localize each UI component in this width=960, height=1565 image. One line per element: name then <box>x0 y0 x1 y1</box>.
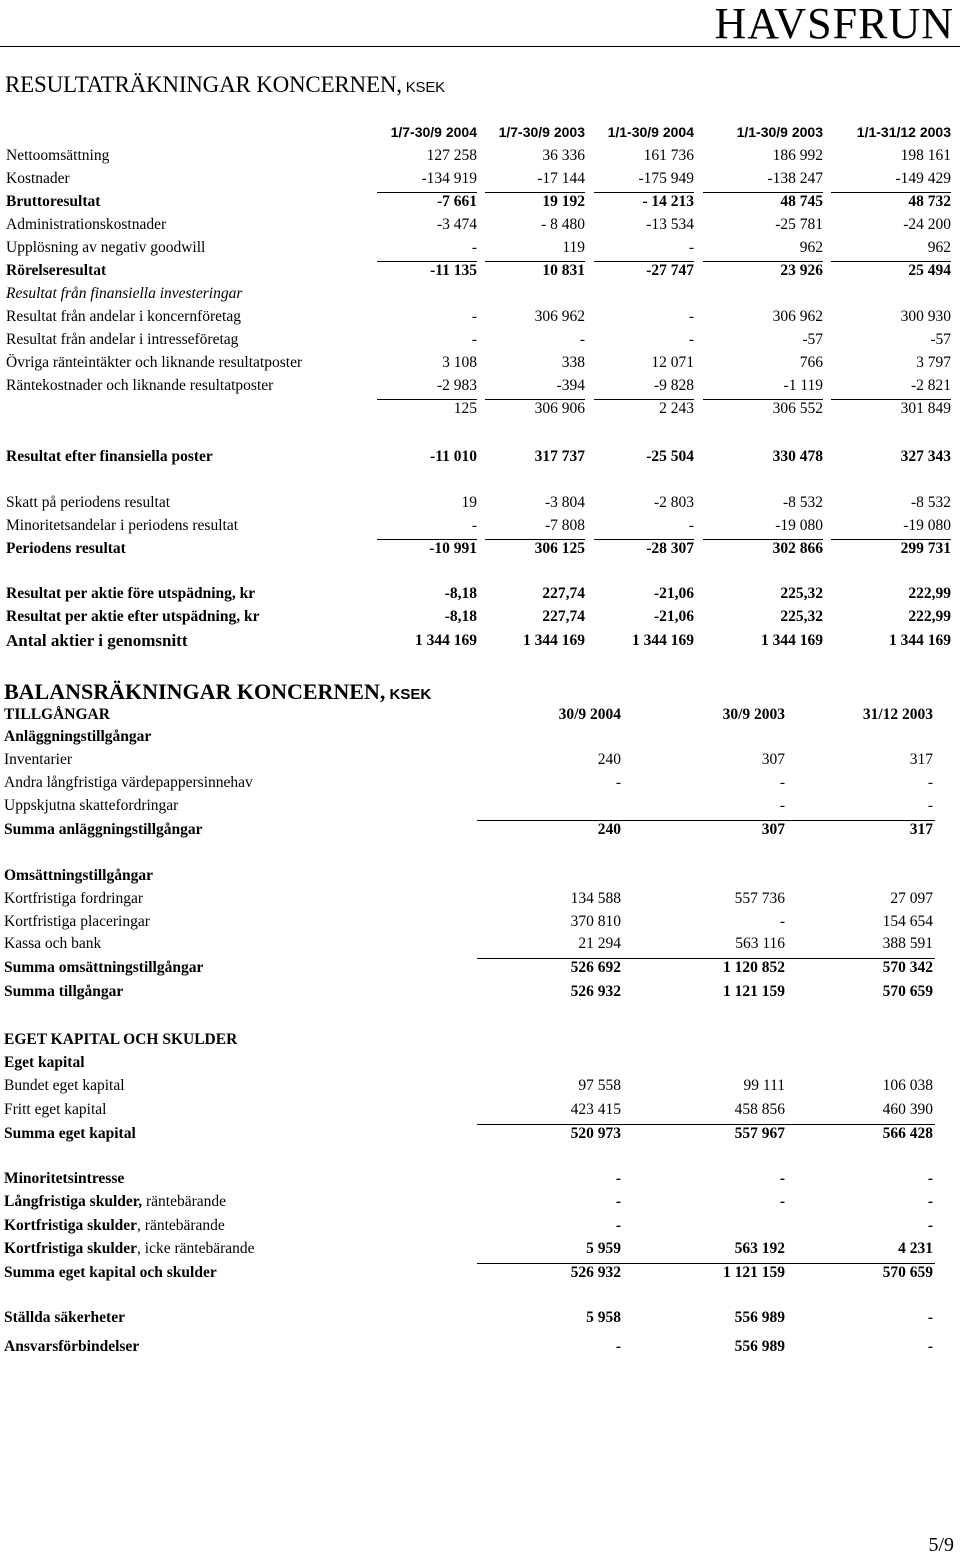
balance-row <box>0 1029 960 1051</box>
row-label: Administrationskostnader <box>6 216 167 233</box>
row-label <box>4 1336 139 1358</box>
total-rule <box>477 958 935 959</box>
row-label <box>4 981 123 1003</box>
income-row <box>0 398 960 420</box>
total-rule <box>485 399 585 400</box>
balance-row <box>0 749 960 771</box>
row-value: - <box>927 1217 933 1234</box>
company-logo: HAVSFRUN <box>714 0 954 48</box>
balance-row <box>0 795 960 817</box>
balance-row <box>0 1191 960 1213</box>
row-value: 306 962 <box>772 308 823 325</box>
row-value: 36 336 <box>542 147 585 164</box>
row-value: 5 958 <box>586 1309 621 1326</box>
row-value: 423 415 <box>570 1101 621 1118</box>
total-rule <box>594 399 694 400</box>
row-value: 302 866 <box>772 540 823 557</box>
row-value: 556 989 <box>734 1338 785 1355</box>
page-number: 5/9 <box>928 1534 954 1556</box>
row-value: 306 962 <box>534 308 585 325</box>
row-value: - <box>688 517 694 534</box>
row-value: 19 192 <box>542 193 585 210</box>
row-label: Kostnader <box>6 170 70 187</box>
row-value: 962 <box>799 239 823 256</box>
row-value: 106 038 <box>882 1077 933 1094</box>
row-value: - <box>688 308 694 325</box>
period-header-5: 1/1-31/12 2003 <box>856 124 951 140</box>
total-rule <box>485 539 585 540</box>
row-value: 161 736 <box>643 147 694 164</box>
income-row <box>0 191 960 213</box>
income-row <box>0 538 960 560</box>
row-value: - <box>927 1170 933 1187</box>
total-rule <box>377 261 477 262</box>
row-label <box>4 1191 226 1213</box>
row-value: -2 821 <box>910 377 951 394</box>
row-value: -13 534 <box>646 216 694 233</box>
row-label: Övriga ränteintäkter och liknande resultatposter <box>6 354 303 371</box>
row-value: 240 <box>597 821 621 838</box>
income-row <box>0 583 960 605</box>
row-value: 10 831 <box>542 262 585 279</box>
row-label <box>4 933 101 955</box>
row-label: Räntekostnader och liknande resultatposter <box>6 377 274 394</box>
balance-row <box>0 1168 960 1190</box>
row-value: - <box>927 1193 933 1210</box>
row-label <box>4 1052 85 1074</box>
row-value: -1 119 <box>783 377 823 394</box>
row-value: - <box>779 913 785 930</box>
row-value: 563 192 <box>734 1240 785 1257</box>
balance-sheet-title <box>4 679 431 705</box>
row-label-text: Summa tillgångar <box>4 983 124 1000</box>
row-label: Resultat från andelar i intresseföretag <box>6 331 239 348</box>
row-value: -10 991 <box>429 540 477 557</box>
row-value: 317 737 <box>534 448 585 465</box>
row-value: 1 120 852 <box>723 959 785 976</box>
row-value: -134 919 <box>421 170 477 187</box>
row-label-text: Summa omsättningstillgångar <box>4 959 204 976</box>
row-label <box>4 1168 124 1190</box>
balance-unit: KSEK <box>385 686 432 703</box>
row-value: 27 097 <box>890 890 933 907</box>
row-label <box>4 704 110 726</box>
row-value: 458 856 <box>734 1101 785 1118</box>
income-row <box>0 306 960 328</box>
row-value: -21,06 <box>653 585 694 602</box>
total-rule <box>377 539 477 540</box>
balance-row <box>0 1075 960 1097</box>
balance-row <box>0 1336 960 1358</box>
row-value: 557 736 <box>734 890 785 907</box>
row-value: -138 247 <box>767 170 823 187</box>
row-value: 12 071 <box>651 354 694 371</box>
row-value: - <box>615 1338 621 1355</box>
row-value: 30/9 2004 <box>558 706 621 723</box>
row-label <box>4 865 153 887</box>
row-value: - <box>927 774 933 791</box>
row-value: 2 243 <box>659 400 694 417</box>
row-value: -3 804 <box>544 494 585 511</box>
row-value: -7 661 <box>436 193 477 210</box>
income-row <box>0 515 960 537</box>
income-row <box>0 329 960 351</box>
row-value: 134 588 <box>570 890 621 907</box>
row-label-text: Långfristiga skulder, <box>4 1193 143 1210</box>
header-rule <box>0 46 960 47</box>
row-label <box>4 1215 225 1237</box>
balance-row <box>0 1262 960 1284</box>
row-value: - <box>615 1217 621 1234</box>
row-label-text: Anläggningstillgångar <box>4 728 152 745</box>
row-value: 327 343 <box>900 448 951 465</box>
row-value: 1 344 169 <box>632 632 694 649</box>
balance-row <box>0 1052 960 1074</box>
row-value: - 14 213 <box>642 193 694 210</box>
income-unit: KSEK <box>401 79 445 96</box>
row-value: - <box>471 331 477 348</box>
total-rule <box>703 192 823 193</box>
row-value: 563 116 <box>735 935 785 952</box>
row-label-text: Omsättningstillgångar <box>4 867 153 884</box>
row-label-suffix: , icke räntebärande <box>137 1240 255 1257</box>
balance-row <box>0 704 960 726</box>
row-value: - 8 480 <box>541 216 585 233</box>
row-value: 227,74 <box>542 608 585 625</box>
total-rule <box>703 399 823 400</box>
row-value: 317 <box>909 821 933 838</box>
income-row <box>0 260 960 282</box>
row-value: -24 200 <box>903 216 951 233</box>
row-value: 48 745 <box>780 193 823 210</box>
row-value: 225,32 <box>780 585 823 602</box>
row-label <box>4 749 72 771</box>
row-value: -11 135 <box>430 262 477 279</box>
row-value: - <box>579 331 585 348</box>
row-value: 3 797 <box>916 354 951 371</box>
row-value: -149 429 <box>895 170 951 187</box>
row-value: -25 504 <box>646 448 694 465</box>
row-value: -8 532 <box>782 494 823 511</box>
row-label <box>4 726 151 748</box>
row-label-text: Ställda säkerheter <box>4 1309 125 1326</box>
row-label-text: EGET KAPITAL OCH SKULDER <box>4 1031 238 1048</box>
row-value: 97 558 <box>578 1077 621 1094</box>
row-value: 556 989 <box>734 1309 785 1326</box>
row-value: 557 967 <box>734 1125 785 1142</box>
row-value: 127 258 <box>426 147 477 164</box>
row-value: 240 <box>597 751 621 768</box>
row-label: Minoritetsandelar i periodens resultat <box>6 517 239 534</box>
row-value: 1 121 159 <box>723 983 785 1000</box>
income-row <box>0 446 960 468</box>
balance-row <box>0 865 960 887</box>
row-value: -8 532 <box>910 494 951 511</box>
income-row <box>0 630 960 652</box>
row-label <box>4 1075 125 1097</box>
row-value: 30/9 2003 <box>722 706 785 723</box>
row-value: 460 390 <box>882 1101 933 1118</box>
row-value: - <box>779 1193 785 1210</box>
total-rule <box>594 192 694 193</box>
row-label <box>4 911 150 933</box>
row-label: Resultat från finansiella investeringar <box>6 285 243 302</box>
balance-row <box>0 933 960 955</box>
row-value: 5 959 <box>586 1240 621 1257</box>
row-value: -7 808 <box>544 517 585 534</box>
row-value: 566 428 <box>882 1125 933 1142</box>
row-label <box>4 1029 237 1051</box>
row-value: 19 <box>461 494 477 511</box>
total-rule <box>831 539 951 540</box>
row-value: -175 949 <box>638 170 694 187</box>
row-value: 388 591 <box>882 935 933 952</box>
row-value: 227,74 <box>542 585 585 602</box>
row-value: 225,32 <box>780 608 823 625</box>
row-label <box>4 1262 217 1284</box>
row-value: 31/12 2003 <box>862 706 933 723</box>
total-rule <box>485 261 585 262</box>
income-row <box>0 352 960 374</box>
row-value: 154 654 <box>882 913 933 930</box>
balance-row <box>0 1307 960 1329</box>
row-value: 317 <box>909 751 933 768</box>
row-value: 1 344 169 <box>415 632 477 649</box>
balance-row <box>0 1099 960 1121</box>
total-rule <box>477 820 935 821</box>
row-label-text: Kortfristiga placeringar <box>4 913 150 930</box>
total-rule <box>485 192 585 193</box>
row-value: 25 494 <box>908 262 951 279</box>
total-rule <box>831 399 951 400</box>
income-row <box>0 606 960 628</box>
row-value: -9 828 <box>653 377 694 394</box>
balance-title-text: BALANSRÄKNINGAR KONCERNEN, <box>4 679 386 704</box>
income-statement-title <box>5 72 445 98</box>
row-value: - <box>779 774 785 791</box>
row-value: - <box>615 774 621 791</box>
row-value: -2 983 <box>436 377 477 394</box>
balance-row <box>0 726 960 748</box>
balance-row <box>0 819 960 841</box>
total-rule <box>377 192 477 193</box>
income-row <box>0 492 960 514</box>
row-value: - <box>688 239 694 256</box>
income-title-text: RESULTATRÄKNINGAR KONCERNEN, <box>5 72 402 97</box>
row-label-suffix: , räntebärande <box>137 1217 225 1234</box>
row-value: 21 294 <box>578 935 621 952</box>
row-value: 307 <box>761 821 785 838</box>
row-value: - <box>688 331 694 348</box>
row-label-text: Minoritetsintresse <box>4 1170 125 1187</box>
row-value: - <box>779 797 785 814</box>
period-header-3: 1/1-30/9 2004 <box>607 124 694 140</box>
balance-row <box>0 888 960 910</box>
row-value: 306 906 <box>534 400 585 417</box>
row-value: 570 659 <box>882 983 933 1000</box>
row-value: 1 344 169 <box>761 632 823 649</box>
row-label-suffix: räntebärande <box>142 1193 226 1210</box>
total-rule <box>377 399 477 400</box>
income-row <box>0 145 960 167</box>
row-value: 299 731 <box>900 540 951 557</box>
row-label-text: Andra långfristiga värdepappersinnehav <box>4 774 253 791</box>
row-value: 526 692 <box>570 959 621 976</box>
income-row <box>0 237 960 259</box>
row-value: -19 080 <box>775 517 823 534</box>
balance-row <box>0 981 960 1003</box>
row-label-text: Kassa och bank <box>4 935 102 952</box>
row-value: - <box>471 308 477 325</box>
row-value: 526 932 <box>570 983 621 1000</box>
row-value: -2 803 <box>653 494 694 511</box>
row-value: -21,06 <box>653 608 694 625</box>
row-value: 99 111 <box>743 1077 785 1094</box>
total-rule <box>703 261 823 262</box>
row-label-text: Fritt eget kapital <box>4 1101 107 1118</box>
row-label <box>4 1307 125 1329</box>
row-value: 338 <box>561 354 585 371</box>
row-value: 520 973 <box>570 1125 621 1142</box>
income-row <box>0 283 960 305</box>
row-value: -57 <box>802 331 823 348</box>
row-value: -17 144 <box>537 170 585 187</box>
row-value: 4 231 <box>898 1240 933 1257</box>
row-value: 3 108 <box>442 354 477 371</box>
row-label-text: Eget kapital <box>4 1054 85 1071</box>
balance-row <box>0 772 960 794</box>
row-label: Upplösning av negativ goodwill <box>6 239 206 256</box>
row-label: Resultat per aktie före utspädning, kr <box>6 585 256 602</box>
row-label-text: Kortfristiga fordringar <box>4 890 144 907</box>
row-label: Resultat per aktie efter utspädning, kr <box>6 608 260 625</box>
period-header-2: 1/7-30/9 2003 <box>498 124 585 140</box>
row-value: 222,99 <box>908 608 951 625</box>
row-value: -3 474 <box>436 216 477 233</box>
row-label-text: TILLGÅNGAR <box>4 706 110 723</box>
row-label <box>4 957 203 979</box>
total-rule <box>477 1124 935 1125</box>
row-label: Resultat från andelar i koncernföretag <box>6 308 241 325</box>
row-value: 300 930 <box>900 308 951 325</box>
row-value: 1 344 169 <box>889 632 951 649</box>
income-row <box>0 375 960 397</box>
row-value: -57 <box>930 331 951 348</box>
total-rule <box>477 1263 935 1264</box>
total-rule <box>594 539 694 540</box>
row-value: 570 342 <box>882 959 933 976</box>
row-label-text: Kortfristiga skulder <box>4 1217 138 1234</box>
row-value: - <box>471 517 477 534</box>
total-rule <box>703 539 823 540</box>
row-label <box>4 772 253 794</box>
row-value: 198 161 <box>900 147 951 164</box>
row-label: Resultat efter finansiella poster <box>6 448 213 465</box>
row-label: Nettoomsättning <box>6 147 110 164</box>
row-value: - <box>927 1338 933 1355</box>
row-value: - <box>471 239 477 256</box>
total-rule <box>831 261 951 262</box>
row-label: Periodens resultat <box>6 540 126 557</box>
row-label <box>4 1238 255 1260</box>
balance-row <box>0 1123 960 1145</box>
row-value: 1 344 169 <box>523 632 585 649</box>
row-value: - <box>927 797 933 814</box>
row-label <box>4 795 178 817</box>
row-value: -19 080 <box>903 517 951 534</box>
row-value: -25 781 <box>775 216 823 233</box>
row-value: 186 992 <box>772 147 823 164</box>
row-label-text: Ansvarsförbindelser <box>4 1338 140 1355</box>
row-value: 23 926 <box>780 262 823 279</box>
row-label-text: Inventarier <box>4 751 72 768</box>
row-label <box>4 888 143 910</box>
balance-row <box>0 957 960 979</box>
balance-row <box>0 1238 960 1260</box>
row-label-text: Uppskjutna skattefordringar <box>4 797 179 814</box>
row-label: Antal aktier i genomsnitt <box>6 631 188 650</box>
row-value: -8,18 <box>444 608 477 625</box>
total-rule <box>831 192 951 193</box>
row-label: Skatt på periodens resultat <box>6 494 170 511</box>
row-label-text: Kortfristiga skulder <box>4 1240 138 1257</box>
row-label <box>4 1123 136 1145</box>
row-value: 306 125 <box>534 540 585 557</box>
row-value: 570 659 <box>882 1264 933 1281</box>
row-value: - <box>615 1170 621 1187</box>
row-value: -11 010 <box>430 448 477 465</box>
row-value: 301 849 <box>900 400 951 417</box>
row-label: Rörelseresultat <box>6 262 107 279</box>
row-value: 370 810 <box>570 913 621 930</box>
row-value: 125 <box>453 400 477 417</box>
row-value: -8,18 <box>444 585 477 602</box>
row-value: -27 747 <box>646 262 694 279</box>
balance-row <box>0 911 960 933</box>
period-header-1: 1/7-30/9 2004 <box>390 124 477 140</box>
row-value: 48 732 <box>908 193 951 210</box>
row-label-text: Summa anläggningstillgångar <box>4 821 203 838</box>
row-label-text: Summa eget kapital <box>4 1125 136 1142</box>
income-row <box>0 168 960 190</box>
row-label: Bruttoresultat <box>6 193 101 210</box>
row-label <box>4 1099 106 1121</box>
row-value: - <box>615 1193 621 1210</box>
row-value: 307 <box>761 751 785 768</box>
row-label-text: Summa eget kapital och skulder <box>4 1264 217 1281</box>
row-value: 766 <box>799 354 823 371</box>
balance-row <box>0 1215 960 1237</box>
row-label-text: Bundet eget kapital <box>4 1077 125 1094</box>
row-value: - <box>927 1309 933 1326</box>
row-label <box>4 819 203 841</box>
row-value: - <box>779 1170 785 1187</box>
total-rule <box>594 261 694 262</box>
row-value: 306 552 <box>772 400 823 417</box>
row-value: 1 121 159 <box>723 1264 785 1281</box>
income-row <box>0 214 960 236</box>
row-value: 222,99 <box>908 585 951 602</box>
income-period-header <box>0 121 960 143</box>
row-value: 119 <box>562 239 585 256</box>
row-value: 526 932 <box>570 1264 621 1281</box>
row-value: 330 478 <box>772 448 823 465</box>
row-value: -28 307 <box>646 540 694 557</box>
row-value: 962 <box>927 239 951 256</box>
period-header-4: 1/1-30/9 2003 <box>736 124 823 140</box>
row-value: -394 <box>556 377 585 394</box>
